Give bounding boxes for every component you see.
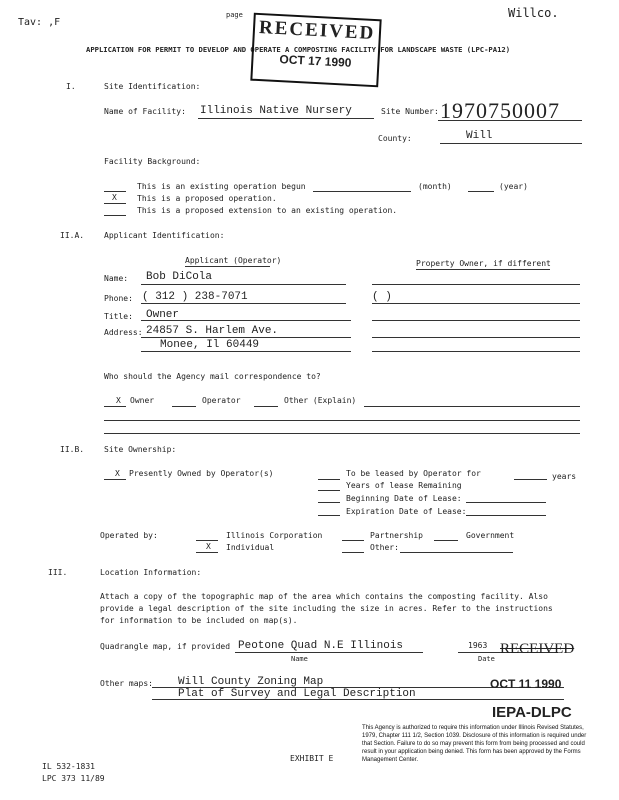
other-entity-label: Other: <box>370 543 399 552</box>
illinois-corporation-label: Illinois Corporation <box>226 531 323 540</box>
site-number-label: Site Number: <box>381 107 439 116</box>
other-maps-value-1: Will County Zoning Map <box>178 676 324 688</box>
form-title: APPLICATION FOR PERMIT TO DEVELOP AND OPERATE A COMPOSTING FACILITY FOR LANDSCAPE WASTE (LPC-PA12) <box>86 45 511 54</box>
individual-mark: X <box>206 542 211 551</box>
government-label: Government <box>466 531 515 540</box>
applicant-name-value: Bob DiCola <box>146 271 213 283</box>
leased-label: To be leased by Operator for <box>346 469 481 478</box>
form-id-line1: IL 532-1831 <box>42 762 95 771</box>
option-proposed-label: This is a proposed operation. <box>137 194 277 203</box>
corner-note-mid: page <box>226 11 243 19</box>
section-2a-heading: Applicant Identification: <box>104 231 225 240</box>
section-2b-heading: Site Ownership: <box>104 445 177 454</box>
applicant-column-heading: Applicant (Operator) <box>185 256 282 265</box>
quadrangle-label: Quadrangle map, if provided <box>100 642 231 651</box>
privacy-notice: This Agency is authorized to require this information under Illinois Revised Statutes, 1979, Chapter 111 1/2, Section 1039. Disclosure of this information is required under that Section. Failure to do so may prevent this form from being processed and could result in your application being denied. This form has been approved by the Forms Management Center. <box>362 725 587 763</box>
county-label: County: <box>378 134 412 143</box>
year-label: (year) <box>499 182 528 191</box>
section-3-heading: Location Information: <box>100 568 202 577</box>
applicant-address-line1: 24857 S. Harlem Ave. <box>146 325 279 337</box>
applicant-phone-value: ( 312 ) 238-7071 <box>142 291 248 303</box>
owner-column-heading: Property Owner, if different <box>416 259 551 268</box>
received-stamp-top <box>250 13 381 88</box>
mail-correspondence-question: Who should the Agency mail correspondence to? <box>104 372 321 381</box>
option-existing-label: This is an existing operation begun <box>137 182 306 191</box>
presently-owned-mark: X <box>115 469 120 478</box>
section-1-numeral: I. <box>66 82 76 91</box>
presently-owned-label: Presently Owned by Operator(s) <box>129 469 274 478</box>
received-stamp-bottom-word: RECEIVED <box>500 641 575 657</box>
corner-note-left: Tav: ,F <box>18 17 61 28</box>
location-paragraph-line3: for information to be included on map(s). <box>100 616 298 625</box>
option-extension-label: This is a proposed extension to an existing operation. <box>137 206 398 215</box>
mail-owner-mark: X <box>116 396 121 405</box>
exhibit-label: EXHIBIT E <box>290 754 334 763</box>
name-caption: Name <box>291 655 308 663</box>
quadrangle-year: 1963 <box>468 641 488 650</box>
mail-other-label: Other (Explain) <box>284 396 357 405</box>
section-3-numeral: III. <box>48 568 68 577</box>
phone-label: Phone: <box>104 294 133 303</box>
quadrangle-value: Peotone Quad N.E Illinois <box>238 640 404 652</box>
stamp-received-word: RECEIVED <box>258 17 376 45</box>
partnership-label: Partnership <box>370 531 423 540</box>
section-2a-numeral: II.A. <box>60 231 85 240</box>
location-paragraph-line1: Attach a copy of the topographic map of the area which contains the composting facility. Also <box>100 592 548 601</box>
applicant-title-value: Owner <box>146 309 180 321</box>
corner-note-right: Willco. <box>508 6 559 20</box>
name-label: Name: <box>104 274 129 283</box>
mail-owner-label: Owner <box>130 396 155 405</box>
individual-label: Individual <box>226 543 275 552</box>
title-label: Title: <box>104 312 133 321</box>
address-label: Address: <box>104 328 143 337</box>
facility-name-label: Name of Facility: <box>104 107 186 116</box>
years-label: years <box>552 472 577 481</box>
proposed-mark: X <box>112 193 117 202</box>
applicant-address-line2: Monee, Il 60449 <box>160 339 260 351</box>
location-paragraph-line2: provide a legal description of the site including the size in acres. Refer to the instructions <box>100 604 553 613</box>
other-maps-value-2: Plat of Survey and Legal Description <box>178 688 416 700</box>
years-remaining-label: Years of lease Remaining <box>346 481 462 490</box>
other-maps-label: Other maps: <box>100 679 153 688</box>
agency-stamp: IEPA-DLPC <box>492 704 572 721</box>
owner-phone-value: ( ) <box>372 291 392 303</box>
beginning-date-label: Beginning Date of Lease: <box>346 494 462 503</box>
stamp-date: OCT 17 1990 <box>279 52 352 70</box>
section-1-heading: Site Identification: <box>104 82 201 91</box>
county-value: Will <box>466 130 493 142</box>
facility-name-value: Illinois Native Nursery <box>200 105 352 117</box>
received-stamp-bottom-date: OCT 11 1990 <box>490 677 562 691</box>
date-caption: Date <box>478 655 495 663</box>
mail-operator-label: Operator <box>202 396 241 405</box>
form-id-line2: LPC 373 11/89 <box>42 774 105 783</box>
facility-background-heading: Facility Background: <box>104 157 201 166</box>
section-2b-numeral: II.B. <box>60 445 85 454</box>
site-number-value: 1970750007 <box>440 98 560 123</box>
month-label: (month) <box>418 182 452 191</box>
expiration-date-label: Expiration Date of Lease: <box>346 507 467 516</box>
operated-by-label: Operated by: <box>100 531 158 540</box>
